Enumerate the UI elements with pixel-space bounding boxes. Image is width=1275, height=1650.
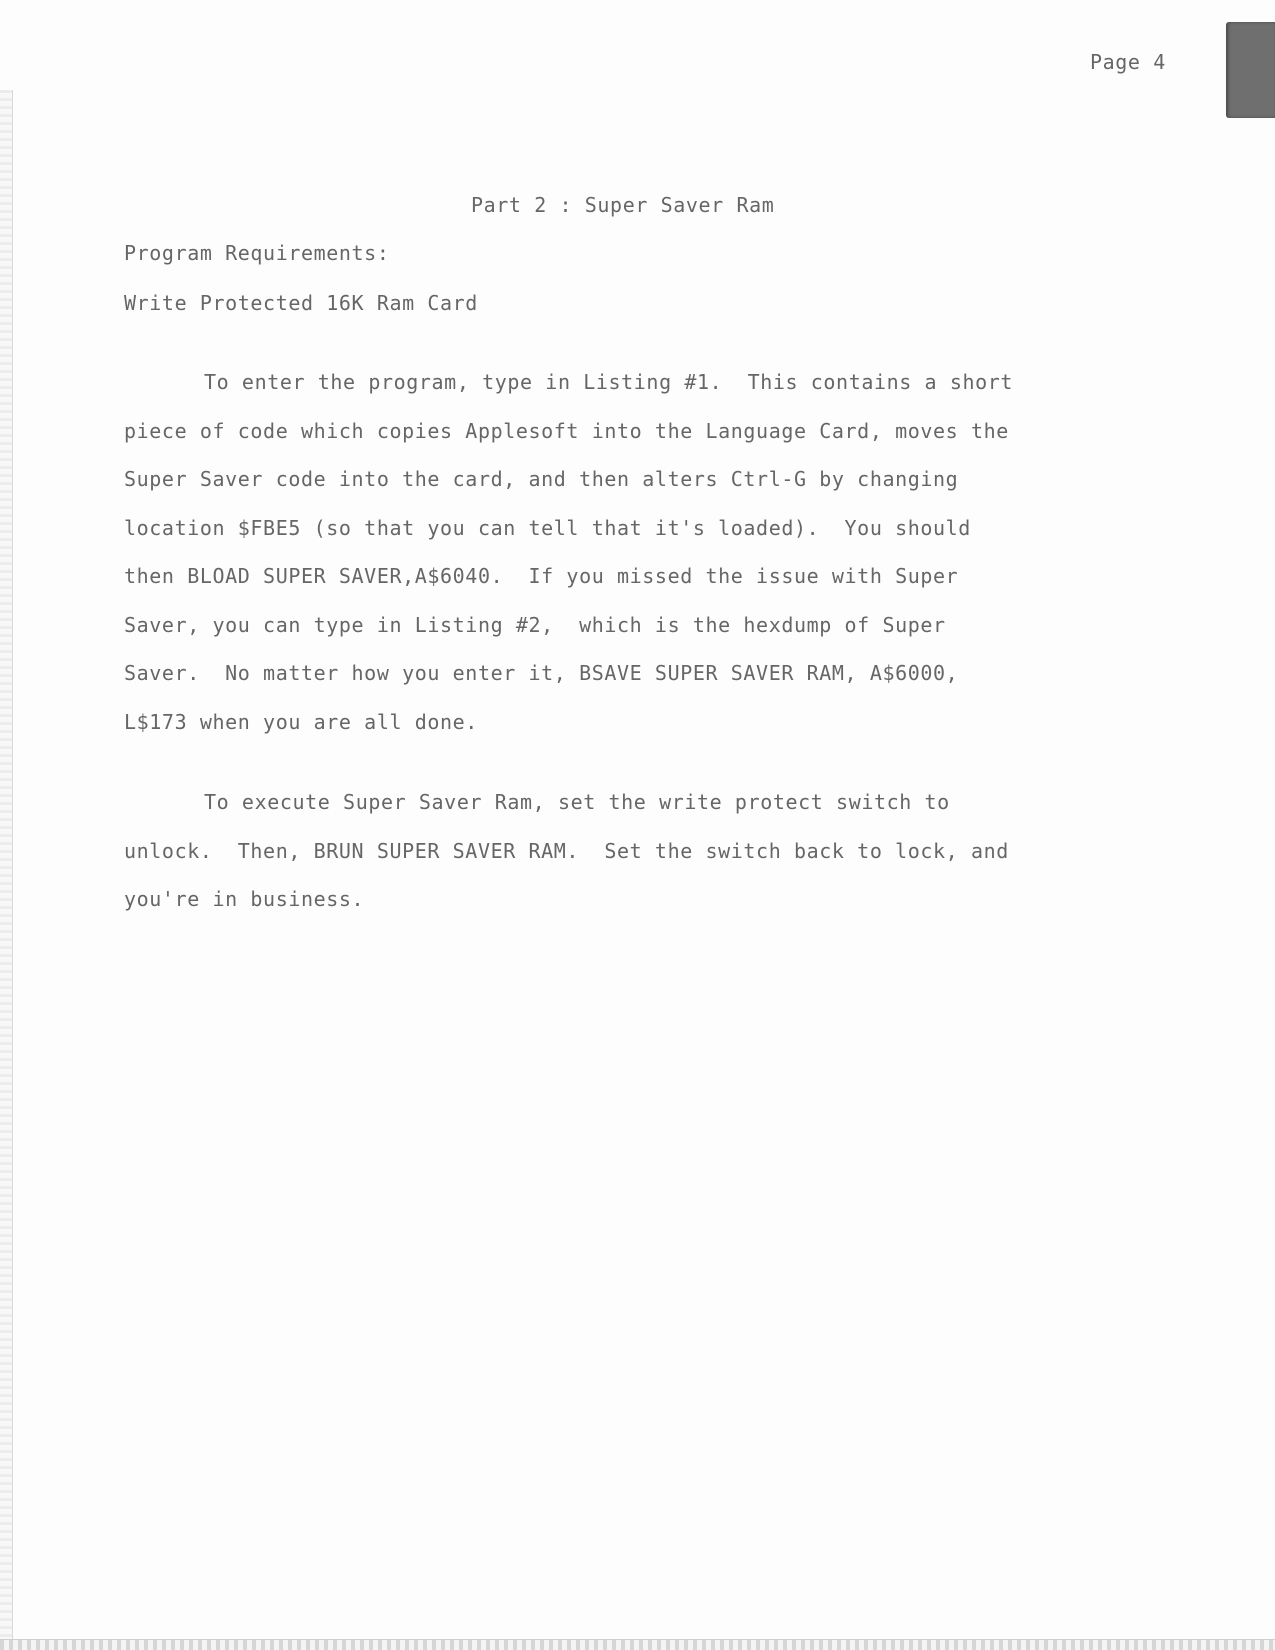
paragraph-line: you're in business. bbox=[124, 887, 365, 911]
paragraph-line: Saver, you can type in Listing #2, which is the hexdump of Super bbox=[124, 612, 946, 637]
paragraph-line: L$173 when you are all done. bbox=[124, 709, 478, 734]
paragraph-line: location $FBE5 (so that you can tell that it's loaded). You should bbox=[124, 515, 971, 540]
binder-tab bbox=[1226, 22, 1275, 118]
perforated-bottom-edge bbox=[0, 1639, 1275, 1650]
paragraph-line: To enter the program, type in Listing #1. This contains a short bbox=[204, 370, 1014, 394]
requirements-heading: Program Requirements: bbox=[124, 241, 390, 265]
paragraph-line: then BLOAD SUPER SAVER,A$6040. If you missed the issue with Super bbox=[124, 564, 959, 588]
page-number: Page 4 bbox=[1090, 50, 1166, 74]
perforated-left-edge bbox=[0, 90, 13, 1650]
section-title: Part 2 : Super Saver Ram bbox=[471, 193, 775, 217]
paragraph-line: piece of code which copies Applesoft into the Language Card, moves the bbox=[124, 418, 1009, 443]
paragraph-line: unlock. Then, BRUN SUPER SAVER RAM. Set the switch back to lock, and bbox=[124, 838, 1009, 863]
requirements-item: Write Protected 16K Ram Card bbox=[124, 291, 478, 315]
paragraph-enter-program bbox=[124, 370, 1184, 758]
paragraph-execute-program bbox=[124, 790, 1184, 936]
paragraph-line: Saver. No matter how you enter it, BSAVE SUPER SAVER RAM, A$6000, bbox=[124, 661, 959, 685]
paragraph-line: To execute Super Saver Ram, set the write protect switch to bbox=[204, 790, 950, 814]
paragraph-line: Super Saver code into the card, and then alters Ctrl-G by changing bbox=[124, 467, 959, 491]
